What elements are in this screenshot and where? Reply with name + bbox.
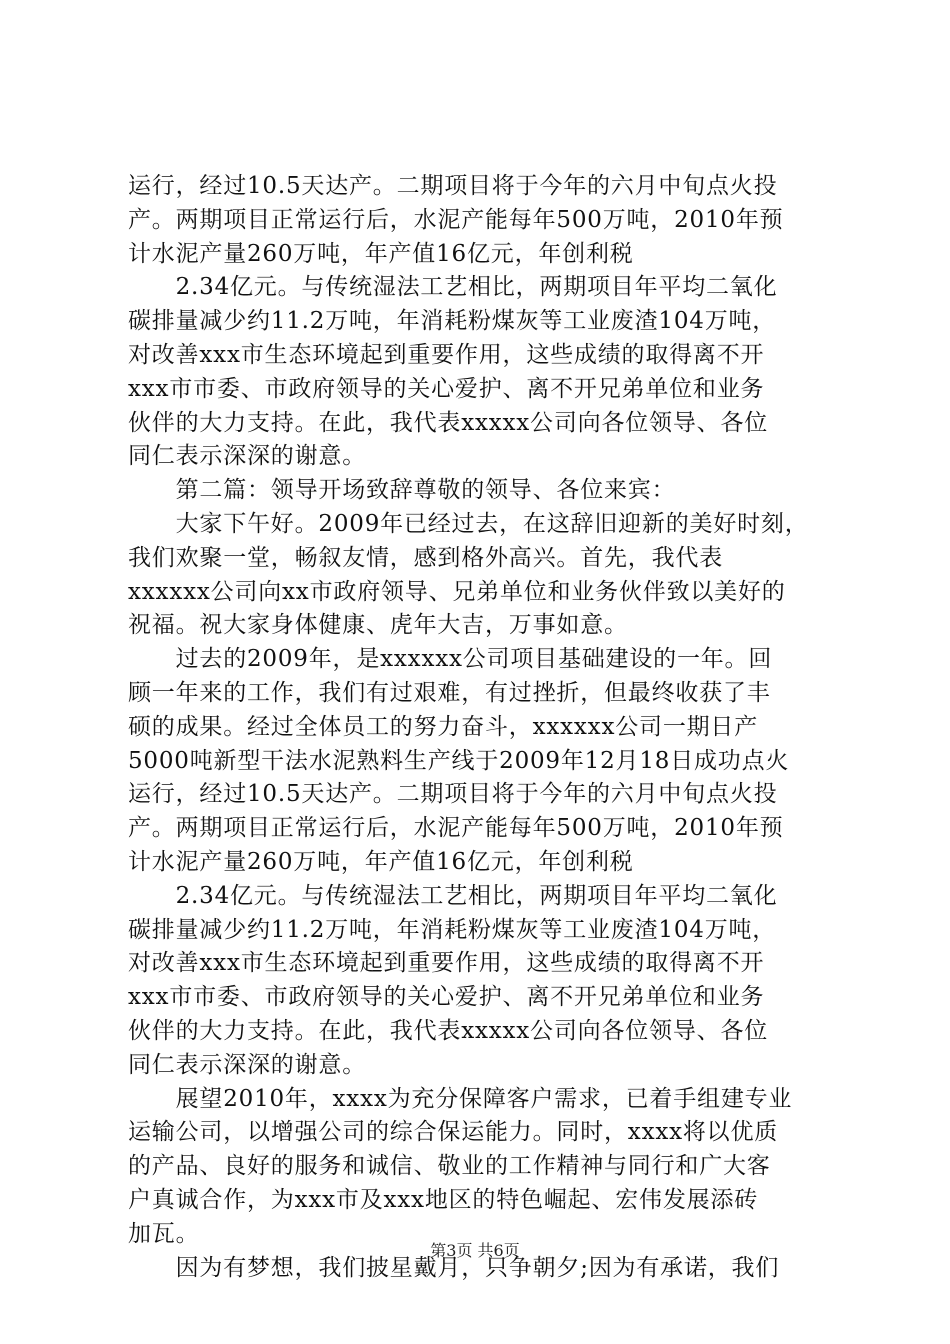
text-line: 运行，经过10.5天达产。二期项目将于今年的六月中旬点火投 [128, 781, 778, 808]
text-line: 对改善xxx市生态环境起到重要作用，这些成绩的取得离不开 [128, 341, 765, 368]
text-line: 伙伴的大力支持。在此，我代表xxxxx公司向各位领导、各位 [128, 409, 769, 436]
text-line: xxx市市委、市政府领导的关心爱护、离不开兄弟单位和业务 [128, 375, 765, 402]
text-line: 5000吨新型干法水泥熟料生产线于2009年12月18日成功点火 [128, 747, 790, 774]
text-line: 2.34亿元。与传统湿法工艺相比，两期项目年平均二氧化 [128, 882, 778, 909]
text-line: 第二篇：领导开场致辞尊敬的领导、各位来宾： [128, 477, 676, 504]
document-body [128, 170, 838, 1285]
text-line: 计水泥产量260万吨，年产值16亿元，年创利税 [128, 848, 634, 875]
text-line: 因为有梦想，我们披星戴月，只争朝夕;因为有承诺，我们 [128, 1254, 780, 1281]
text-line: 大家下午好。2009年已经过去，在这辞旧迎新的美好时刻， [128, 510, 809, 537]
text-line: 我们欢聚一堂，畅叙友情，感到格外高兴。首先，我代表 [128, 544, 723, 571]
text-line: 同仁表示深深的谢意。 [128, 1051, 366, 1078]
text-line: 运行，经过10.5天达产。二期项目将于今年的六月中旬点火投 [128, 173, 778, 199]
text-line: xxxxxx公司向xx市政府领导、兄弟单位和业务伙伴致以美好的 [128, 578, 786, 605]
text-line: xxx市市委、市政府领导的关心爱护、离不开兄弟单位和业务 [128, 984, 765, 1011]
text-line: 碳排量减少约11.2万吨，年消耗粉煤灰等工业废渣104万吨， [128, 916, 777, 943]
text-line: 产。两期项目正常运行后，水泥产能每年500万吨，2010年预 [128, 206, 784, 233]
text-line: 的产品、良好的服务和诚信、敬业的工作精神与同行和广大客 [128, 1153, 771, 1180]
text-line: 碳排量减少约11.2万吨，年消耗粉煤灰等工业废渣104万吨， [128, 308, 777, 335]
text-line: 伙伴的大力支持。在此，我代表xxxxx公司向各位领导、各位 [128, 1017, 769, 1044]
text-line: 展望2010年，xxxx为充分保障客户需求，已着手组建专业 [128, 1085, 793, 1112]
text-line: 同仁表示深深的谢意。 [128, 443, 366, 470]
page-footer: 第3页 共6页 [430, 1241, 520, 1260]
text-line: 产。两期项目正常运行后，水泥产能每年500万吨，2010年预 [128, 815, 784, 842]
text-line: 加瓦。 [128, 1220, 200, 1247]
text-line: 2.34亿元。与传统湿法工艺相比，两期项目年平均二氧化 [128, 274, 778, 301]
text-line: 硕的成果。经过全体员工的努力奋斗，xxxxxx公司一期日产 [128, 713, 759, 740]
text-line: 顾一年来的工作，我们有过艰难，有过挫折，但最终收获了丰 [128, 679, 771, 706]
text-line: 计水泥产量260万吨，年产值16亿元，年创利税 [128, 240, 634, 267]
text-line: 过去的2009年，是xxxxxx公司项目基础建设的一年。回 [128, 646, 773, 673]
text-line: 对改善xxx市生态环境起到重要作用，这些成绩的取得离不开 [128, 950, 765, 977]
text-line: 户真诚合作，为xxx市及xxx地区的特色崛起、宏伟发展添砖 [128, 1186, 759, 1213]
text-line: 祝福。祝大家身体健康、虎年大吉，万事如意。 [128, 612, 628, 639]
text-line: 运输公司，以增强公司的综合保运能力。同时，xxxx将以优质 [128, 1119, 779, 1146]
